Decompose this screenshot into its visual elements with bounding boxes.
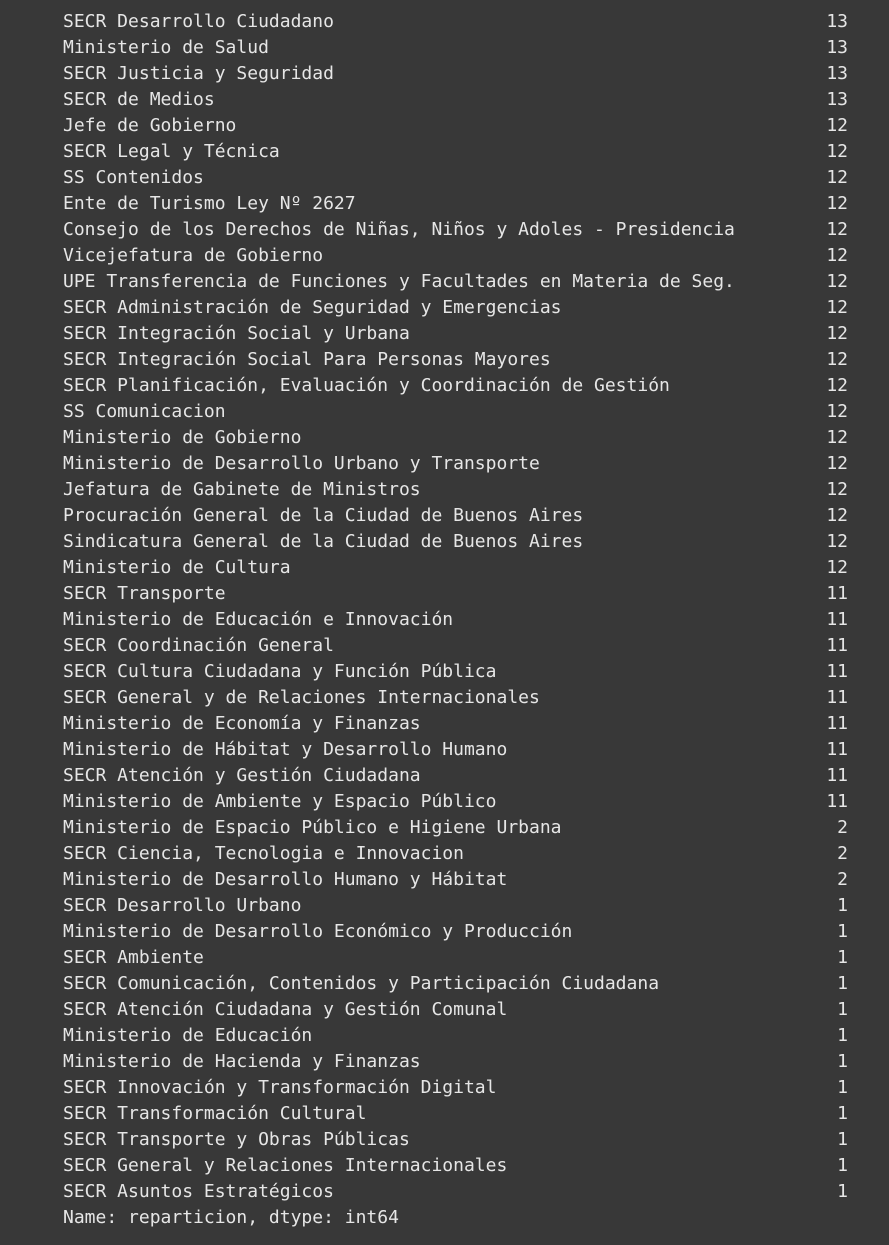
count-value: 1 [837,973,848,994]
reparticion-label: Ministerio de Gobierno [63,427,302,448]
list-item [63,9,848,35]
count-value: 12 [826,401,848,422]
list-item [63,503,848,529]
list-item [63,659,848,685]
count-value: 12 [826,219,848,240]
list-item [63,997,848,1023]
list-item [63,555,848,581]
reparticion-label: Ministerio de Economía y Finanzas [63,713,421,734]
count-value: 12 [826,557,848,578]
reparticion-label: Jefatura de Gabinete de Ministros [63,479,421,500]
reparticion-label: SECR Integración Social y Urbana [63,323,410,344]
reparticion-label: Ministerio de Educación [63,1025,313,1046]
count-value: 11 [826,791,848,812]
reparticion-label: SECR Administración de Seguridad y Emergencias [63,297,562,318]
list-item [63,191,848,217]
list-item [63,711,848,737]
count-value: 13 [826,63,848,84]
reparticion-label: Ministerio de Cultura [63,557,291,578]
list-item [63,87,848,113]
list-item [63,1075,848,1101]
list-item [63,841,848,867]
count-value: 1 [837,1051,848,1072]
reparticion-label: SECR Innovación y Transformación Digital [63,1077,497,1098]
list-item [63,165,848,191]
count-value: 13 [826,37,848,58]
count-value: 12 [826,271,848,292]
count-value: 11 [826,739,848,760]
count-value: 12 [826,115,848,136]
list-item [63,763,848,789]
count-value: 2 [837,869,848,890]
list-item [63,425,848,451]
reparticion-label: Procuración General de la Ciudad de Buenos Aires [63,505,584,526]
count-value: 11 [826,635,848,656]
list-item [63,1127,848,1153]
count-value: 1 [837,999,848,1020]
reparticion-label: Ministerio de Ambiente y Espacio Público [63,791,497,812]
list-item [63,1179,848,1205]
list-item [63,35,848,61]
reparticion-label: SECR Integración Social Para Personas Mayores [63,349,551,370]
reparticion-label: SECR Desarrollo Ciudadano [63,11,334,32]
count-value: 11 [826,661,848,682]
count-value: 12 [826,193,848,214]
count-value: 1 [837,1181,848,1202]
count-value: 12 [826,297,848,318]
count-value: 2 [837,817,848,838]
reparticion-label: Ministerio de Espacio Público e Higiene Urbana [63,817,562,838]
list-item [63,789,848,815]
reparticion-label: SECR Justicia y Seguridad [63,63,334,84]
count-value: 12 [826,453,848,474]
count-value: 1 [837,1129,848,1150]
count-value: 12 [826,375,848,396]
reparticion-label: Consejo de los Derechos de Niñas, Niños y Adoles - Presidencia [63,219,735,240]
list-item [63,139,848,165]
list-item [63,243,848,269]
reparticion-label: SECR Comunicación, Contenidos y Participación Ciudadana [63,973,660,994]
count-value: 12 [826,349,848,370]
reparticion-label: SECR Ciencia, Tecnologia e Innovacion [63,843,464,864]
list-item [63,529,848,555]
count-value: 13 [826,89,848,110]
reparticion-label: SECR Coordinación General [63,635,334,656]
count-value: 11 [826,609,848,630]
count-value: 1 [837,1103,848,1124]
reparticion-label: Ministerio de Hacienda y Finanzas [63,1051,421,1072]
list-item [63,893,848,919]
list-item [63,399,848,425]
list-item [63,971,848,997]
reparticion-label: Vicejefatura de Gobierno [63,245,324,266]
reparticion-label: Ministerio de Desarrollo Económico y Producción [63,921,573,942]
reparticion-label: SS Contenidos [63,167,204,188]
count-value: 1 [837,1155,848,1176]
reparticion-label: SECR Atención y Gestión Ciudadana [63,765,421,786]
reparticion-label: Sindicatura General de la Ciudad de Buenos Aires [63,531,584,552]
reparticion-label: SECR Desarrollo Urbano [63,895,302,916]
count-value: 12 [826,479,848,500]
list-item [63,347,848,373]
list-item [63,321,848,347]
reparticion-label: SECR Transformación Cultural [63,1103,367,1124]
list-item [63,477,848,503]
list-item [63,373,848,399]
reparticion-label: SECR Atención Ciudadana y Gestión Comunal [63,999,508,1020]
list-item [63,1153,848,1179]
list-item [63,867,848,893]
list-item [63,685,848,711]
count-value: 12 [826,245,848,266]
reparticion-label: Ministerio de Hábitat y Desarrollo Humano [63,739,508,760]
list-item [63,269,848,295]
reparticion-label: Ente de Turismo Ley Nº 2627 [63,193,356,214]
list-item [63,607,848,633]
list-item [63,737,848,763]
reparticion-label: Ministerio de Educación e Innovación [63,609,454,630]
reparticion-label: SECR General y Relaciones Internacionales [63,1155,508,1176]
count-value: 12 [826,141,848,162]
reparticion-label: SECR Asuntos Estratégicos [63,1181,334,1202]
reparticion-label: SS Comunicacion [63,401,226,422]
count-value: 12 [826,531,848,552]
list-item [63,945,848,971]
reparticion-label: SECR de Medios [63,89,215,110]
series-footer: Name: reparticion, dtype: int64 [63,1207,399,1228]
reparticion-label: Ministerio de Desarrollo Urbano y Transporte [63,453,540,474]
count-value: 1 [837,1025,848,1046]
list-item [63,633,848,659]
reparticion-label: UPE Transferencia de Funciones y Facultades en Materia de Seg. [63,271,735,292]
count-value: 11 [826,765,848,786]
count-value: 13 [826,11,848,32]
cell-output [63,9,848,1231]
reparticion-label: Ministerio de Desarrollo Humano y Hábitat [63,869,508,890]
count-value: 1 [837,1077,848,1098]
count-value: 12 [826,323,848,344]
reparticion-label: Ministerio de Salud [63,37,269,58]
count-value: 12 [826,505,848,526]
reparticion-label: SECR General y de Relaciones Internacionales [63,687,540,708]
reparticion-label: SECR Planificación, Evaluación y Coordinación de Gestión [63,375,670,396]
reparticion-label: SECR Transporte [63,583,226,604]
count-value: 11 [826,713,848,734]
list-item [63,295,848,321]
list-item [63,1101,848,1127]
list-item [63,919,848,945]
count-value: 1 [837,947,848,968]
list-item [63,815,848,841]
count-value: 12 [826,167,848,188]
value-counts-list [63,9,848,1205]
list-item [63,113,848,139]
list-item [63,451,848,477]
reparticion-label: SECR Legal y Técnica [63,141,280,162]
count-value: 11 [826,687,848,708]
count-value: 2 [837,843,848,864]
reparticion-label: SECR Cultura Ciudadana y Función Pública [63,661,497,682]
count-value: 12 [826,427,848,448]
count-value: 1 [837,895,848,916]
count-value: 11 [826,583,848,604]
list-item [63,217,848,243]
reparticion-label: SECR Transporte y Obras Públicas [63,1129,410,1150]
reparticion-label: Jefe de Gobierno [63,115,237,136]
list-item [63,581,848,607]
count-value: 1 [837,921,848,942]
list-item [63,61,848,87]
list-item [63,1049,848,1075]
reparticion-label: SECR Ambiente [63,947,204,968]
list-item [63,1023,848,1049]
